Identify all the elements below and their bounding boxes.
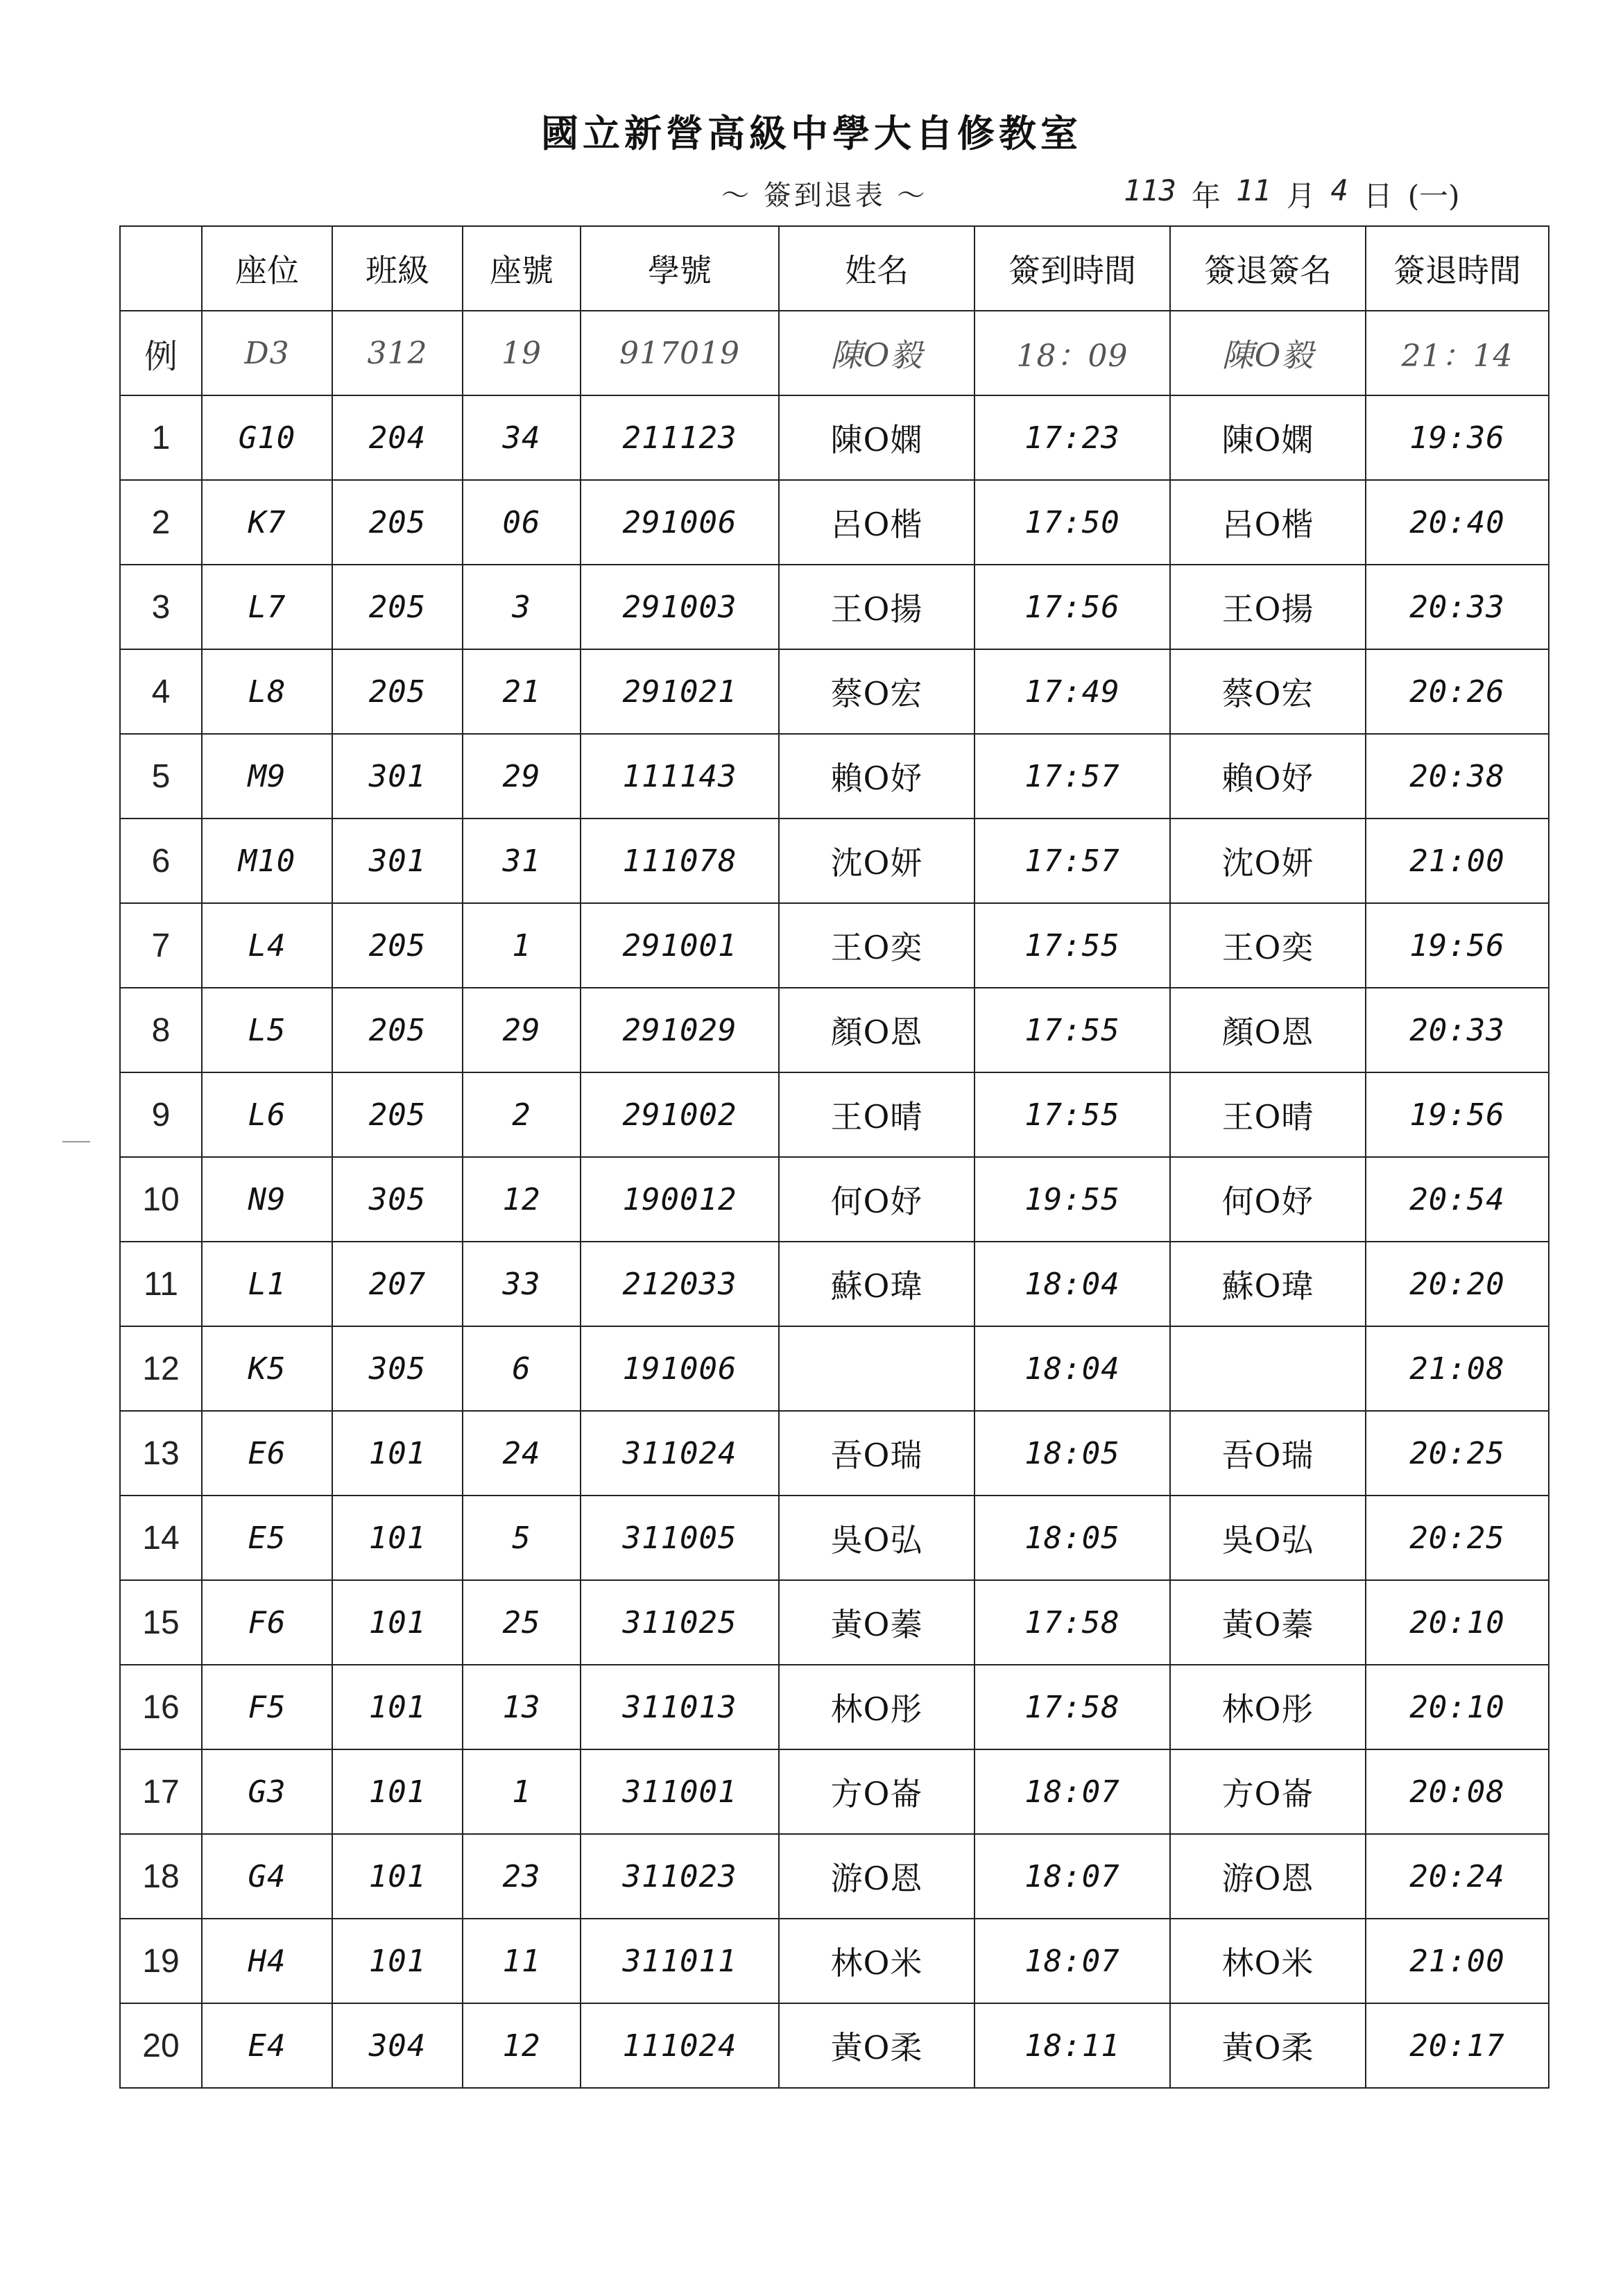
cell-seat: K5 bbox=[202, 1326, 332, 1411]
cell-name: 沈O妍 bbox=[779, 819, 974, 903]
cell-sign-in-time: 17:57 bbox=[974, 734, 1170, 819]
cell-name: 王O揚 bbox=[779, 565, 974, 649]
cell-index: 8 bbox=[120, 988, 202, 1072]
cell-sign-out-time: 19:56 bbox=[1366, 1072, 1549, 1157]
example-row bbox=[120, 311, 1549, 395]
cell-student-id: 291003 bbox=[581, 565, 779, 649]
cell-seat-no: 29 bbox=[463, 988, 581, 1072]
cell-name: 王O晴 bbox=[779, 1072, 974, 1157]
col-sign-in-time: 簽到時間 bbox=[974, 226, 1170, 311]
cell-class: 205 bbox=[332, 988, 463, 1072]
cell-name: 游O恩 bbox=[779, 1834, 974, 1919]
cell-sign-out-time: 20:33 bbox=[1366, 565, 1549, 649]
cell-seat: G4 bbox=[202, 1834, 332, 1919]
cell-seat: D3 bbox=[202, 311, 332, 395]
cell-name: 呂O楷 bbox=[779, 480, 974, 565]
cell-index: 1 bbox=[120, 395, 202, 480]
cell-student-id: 111143 bbox=[581, 734, 779, 819]
cell-seat-no: 12 bbox=[463, 2003, 581, 2088]
example-label: 例 bbox=[120, 311, 202, 395]
cell-student-id: 311001 bbox=[581, 1749, 779, 1834]
cell-index: 15 bbox=[120, 1580, 202, 1665]
cell-class: 304 bbox=[332, 2003, 463, 2088]
date-day: 4 bbox=[1330, 173, 1348, 207]
cell-seat-no: 24 bbox=[463, 1411, 581, 1496]
cell-sign-in-time: 18:07 bbox=[974, 1749, 1170, 1834]
cell-seat: L5 bbox=[202, 988, 332, 1072]
cell-index: 6 bbox=[120, 819, 202, 903]
cell-sign-out-name: 林O彤 bbox=[1170, 1665, 1366, 1749]
cell-sign-in-time: 17:55 bbox=[974, 903, 1170, 988]
col-index bbox=[120, 226, 202, 311]
cell-sign-out-time: 20:10 bbox=[1366, 1665, 1549, 1749]
cell-student-id: 211123 bbox=[581, 395, 779, 480]
sign-in-table bbox=[119, 225, 1549, 2089]
cell-name: 蔡O宏 bbox=[779, 649, 974, 734]
cell-student-id: 311025 bbox=[581, 1580, 779, 1665]
cell-seat: G10 bbox=[202, 395, 332, 480]
cell-sign-out-name: 陳O嫻 bbox=[1170, 395, 1366, 480]
cell-index: 17 bbox=[120, 1749, 202, 1834]
cell-class: 205 bbox=[332, 480, 463, 565]
cell-student-id: 291001 bbox=[581, 903, 779, 988]
cell-index: 7 bbox=[120, 903, 202, 988]
cell-index: 3 bbox=[120, 565, 202, 649]
cell-student-id: 291006 bbox=[581, 480, 779, 565]
cell-sign-out-time: 21:00 bbox=[1366, 1919, 1549, 2003]
cell-seat-no: 5 bbox=[463, 1496, 581, 1580]
table-row bbox=[120, 1749, 1549, 1834]
cell-sign-out-time: 21:00 bbox=[1366, 819, 1549, 903]
col-class: 班級 bbox=[332, 226, 463, 311]
form-date bbox=[1124, 173, 1460, 215]
cell-sign-in-time: 18:11 bbox=[974, 2003, 1170, 2088]
cell-name: 林O米 bbox=[779, 1919, 974, 2003]
cell-class: 101 bbox=[332, 1749, 463, 1834]
cell-name: 黃O柔 bbox=[779, 2003, 974, 2088]
cell-sign-out-name: 黃O蓁 bbox=[1170, 1580, 1366, 1665]
table-row bbox=[120, 1157, 1549, 1242]
cell-class: 305 bbox=[332, 1326, 463, 1411]
table-row bbox=[120, 1580, 1549, 1665]
table-row bbox=[120, 988, 1549, 1072]
table-row bbox=[120, 1834, 1549, 1919]
cell-name: 陳O嫻 bbox=[779, 395, 974, 480]
cell-index: 4 bbox=[120, 649, 202, 734]
cell-sign-out-time: 20:25 bbox=[1366, 1411, 1549, 1496]
cell-seat-no: 33 bbox=[463, 1242, 581, 1326]
cell-name: 吾O瑞 bbox=[779, 1411, 974, 1496]
cell-sign-out-name: 王O奕 bbox=[1170, 903, 1366, 988]
cell-sign-out-name: 吳O弘 bbox=[1170, 1496, 1366, 1580]
cell-sign-out-name: 林O米 bbox=[1170, 1919, 1366, 2003]
cell-seat-no: 23 bbox=[463, 1834, 581, 1919]
cell-index: 16 bbox=[120, 1665, 202, 1749]
cell-seat: L6 bbox=[202, 1072, 332, 1157]
cell-sign-out-name: 蔡O宏 bbox=[1170, 649, 1366, 734]
cell-student-id: 291021 bbox=[581, 649, 779, 734]
cell-name: 黃O蓁 bbox=[779, 1580, 974, 1665]
col-sign-out-time: 簽退時間 bbox=[1366, 226, 1549, 311]
cell-seat: E4 bbox=[202, 2003, 332, 2088]
cell-name: 何O妤 bbox=[779, 1157, 974, 1242]
cell-seat-no: 1 bbox=[463, 1749, 581, 1834]
cell-sign-out-time: 20:38 bbox=[1366, 734, 1549, 819]
cell-student-id: 111078 bbox=[581, 819, 779, 903]
table-row bbox=[120, 1411, 1549, 1496]
cell-sign-in-time: 17:49 bbox=[974, 649, 1170, 734]
table-row bbox=[120, 1496, 1549, 1580]
cell-sign-in-time: 17:55 bbox=[974, 1072, 1170, 1157]
cell-name: 方O崙 bbox=[779, 1749, 974, 1834]
cell-class: 301 bbox=[332, 734, 463, 819]
cell-sign-out-name: 黃O柔 bbox=[1170, 2003, 1366, 2088]
cell-seat-no: 13 bbox=[463, 1665, 581, 1749]
cell-seat-no: 11 bbox=[463, 1919, 581, 2003]
cell-student-id: 190012 bbox=[581, 1157, 779, 1242]
cell-class: 205 bbox=[332, 903, 463, 988]
cell-sign-in-time: 17:58 bbox=[974, 1580, 1170, 1665]
cell-class: 101 bbox=[332, 1580, 463, 1665]
table-row bbox=[120, 395, 1549, 480]
date-year-unit: 年 bbox=[1191, 179, 1221, 213]
cell-student-id: 917019 bbox=[581, 311, 779, 395]
col-seat-no: 座號 bbox=[463, 226, 581, 311]
cell-student-id: 291002 bbox=[581, 1072, 779, 1157]
cell-index: 14 bbox=[120, 1496, 202, 1580]
cell-class: 101 bbox=[332, 1665, 463, 1749]
cell-seat-no: 31 bbox=[463, 819, 581, 903]
cell-sign-out-name: 蘇O瑋 bbox=[1170, 1242, 1366, 1326]
cell-class: 205 bbox=[332, 565, 463, 649]
cell-seat: K7 bbox=[202, 480, 332, 565]
cell-index: 13 bbox=[120, 1411, 202, 1496]
cell-sign-out-name: 呂O楷 bbox=[1170, 480, 1366, 565]
cell-name: 陳O毅 bbox=[779, 311, 974, 395]
cell-index: 5 bbox=[120, 734, 202, 819]
cell-sign-out-name: 陳O毅 bbox=[1170, 311, 1366, 395]
cell-sign-out-time: 20:17 bbox=[1366, 2003, 1549, 2088]
cell-sign-out-name: 游O恩 bbox=[1170, 1834, 1366, 1919]
cell-sign-out-time: 20:33 bbox=[1366, 988, 1549, 1072]
cell-sign-in-time: 17:56 bbox=[974, 565, 1170, 649]
cell-sign-in-time: 18:07 bbox=[974, 1919, 1170, 2003]
table-row bbox=[120, 1326, 1549, 1411]
cell-sign-in-time: 17:55 bbox=[974, 988, 1170, 1072]
cell-sign-out-name: 吾O瑞 bbox=[1170, 1411, 1366, 1496]
cell-student-id: 311023 bbox=[581, 1834, 779, 1919]
table-row bbox=[120, 734, 1549, 819]
cell-seat: F6 bbox=[202, 1580, 332, 1665]
cell-student-id: 311011 bbox=[581, 1919, 779, 2003]
cell-index: 2 bbox=[120, 480, 202, 565]
cell-seat-no: 34 bbox=[463, 395, 581, 480]
cell-seat: M9 bbox=[202, 734, 332, 819]
cell-seat-no: 2 bbox=[463, 1072, 581, 1157]
cell-sign-in-time: 17:58 bbox=[974, 1665, 1170, 1749]
cell-seat: L7 bbox=[202, 565, 332, 649]
cell-sign-out-time: 20:10 bbox=[1366, 1580, 1549, 1665]
cell-seat-no: 19 bbox=[463, 311, 581, 395]
cell-student-id: 212033 bbox=[581, 1242, 779, 1326]
date-day-unit: 日 bbox=[1363, 179, 1393, 213]
table-row bbox=[120, 1242, 1549, 1326]
cell-seat: M10 bbox=[202, 819, 332, 903]
cell-index: 20 bbox=[120, 2003, 202, 2088]
cell-sign-in-time: 18:07 bbox=[974, 1834, 1170, 1919]
header-row bbox=[120, 226, 1549, 311]
cell-seat: E6 bbox=[202, 1411, 332, 1496]
cell-seat: H4 bbox=[202, 1919, 332, 2003]
col-sign-out-name: 簽退簽名 bbox=[1170, 226, 1366, 311]
cell-name: 吳O弘 bbox=[779, 1496, 974, 1580]
table-row bbox=[120, 1072, 1549, 1157]
cell-sign-in-time: 17:50 bbox=[974, 480, 1170, 565]
cell-student-id: 311005 bbox=[581, 1496, 779, 1580]
cell-seat: G3 bbox=[202, 1749, 332, 1834]
cell-class: 305 bbox=[332, 1157, 463, 1242]
cell-sign-in-time: 18：09 bbox=[974, 311, 1170, 395]
cell-seat-no: 6 bbox=[463, 1326, 581, 1411]
cell-sign-out-time: 20:25 bbox=[1366, 1496, 1549, 1580]
cell-sign-in-time: 18:04 bbox=[974, 1242, 1170, 1326]
table-row bbox=[120, 480, 1549, 565]
cell-name: 王O奕 bbox=[779, 903, 974, 988]
cell-index: 12 bbox=[120, 1326, 202, 1411]
cell-student-id: 111024 bbox=[581, 2003, 779, 2088]
cell-student-id: 191006 bbox=[581, 1326, 779, 1411]
cell-seat-no: 1 bbox=[463, 903, 581, 988]
cell-class: 312 bbox=[332, 311, 463, 395]
margin-mark bbox=[62, 1141, 90, 1142]
cell-class: 101 bbox=[332, 1834, 463, 1919]
cell-index: 11 bbox=[120, 1242, 202, 1326]
cell-index: 19 bbox=[120, 1919, 202, 2003]
cell-student-id: 291029 bbox=[581, 988, 779, 1072]
cell-name: 顏O恩 bbox=[779, 988, 974, 1072]
cell-seat: N9 bbox=[202, 1157, 332, 1242]
cell-seat-no: 3 bbox=[463, 565, 581, 649]
cell-seat: F5 bbox=[202, 1665, 332, 1749]
cell-sign-out-time: 21:08 bbox=[1366, 1326, 1549, 1411]
cell-sign-out-name: 沈O妍 bbox=[1170, 819, 1366, 903]
cell-name: 林O彤 bbox=[779, 1665, 974, 1749]
cell-seat: E5 bbox=[202, 1496, 332, 1580]
cell-sign-out-time: 20:54 bbox=[1366, 1157, 1549, 1242]
cell-name: 蘇O瑋 bbox=[779, 1242, 974, 1326]
cell-sign-in-time: 17:23 bbox=[974, 395, 1170, 480]
cell-seat: L4 bbox=[202, 903, 332, 988]
cell-sign-out-name: 賴O妤 bbox=[1170, 734, 1366, 819]
cell-sign-out-name bbox=[1170, 1326, 1366, 1411]
cell-name bbox=[779, 1326, 974, 1411]
cell-index: 18 bbox=[120, 1834, 202, 1919]
cell-seat-no: 29 bbox=[463, 734, 581, 819]
cell-sign-out-time: 19:36 bbox=[1366, 395, 1549, 480]
cell-sign-in-time: 18:05 bbox=[974, 1411, 1170, 1496]
cell-sign-out-time: 20:08 bbox=[1366, 1749, 1549, 1834]
cell-seat-no: 25 bbox=[463, 1580, 581, 1665]
cell-seat: L1 bbox=[202, 1242, 332, 1326]
cell-name: 賴O妤 bbox=[779, 734, 974, 819]
cell-class: 301 bbox=[332, 819, 463, 903]
cell-sign-out-name: 顏O恩 bbox=[1170, 988, 1366, 1072]
cell-sign-out-time: 20:24 bbox=[1366, 1834, 1549, 1919]
cell-seat: L8 bbox=[202, 649, 332, 734]
cell-sign-out-name: 方O崙 bbox=[1170, 1749, 1366, 1834]
cell-index: 10 bbox=[120, 1157, 202, 1242]
cell-class: 205 bbox=[332, 1072, 463, 1157]
cell-student-id: 311013 bbox=[581, 1665, 779, 1749]
cell-sign-in-time: 18:04 bbox=[974, 1326, 1170, 1411]
date-month: 11 bbox=[1235, 173, 1271, 207]
cell-seat-no: 21 bbox=[463, 649, 581, 734]
cell-index: 9 bbox=[120, 1072, 202, 1157]
cell-sign-out-name: 何O妤 bbox=[1170, 1157, 1366, 1242]
date-weekday: (一) bbox=[1407, 179, 1460, 213]
date-year: 113 bbox=[1124, 173, 1176, 207]
table-row bbox=[120, 565, 1549, 649]
cell-sign-in-time: 18:05 bbox=[974, 1496, 1170, 1580]
col-student-id: 學號 bbox=[581, 226, 779, 311]
table-row bbox=[120, 819, 1549, 903]
table-row bbox=[120, 2003, 1549, 2088]
cell-sign-out-time: 20:40 bbox=[1366, 480, 1549, 565]
table-row bbox=[120, 903, 1549, 988]
cell-sign-in-time: 19:55 bbox=[974, 1157, 1170, 1242]
cell-student-id: 311024 bbox=[581, 1411, 779, 1496]
cell-sign-out-time: 19:56 bbox=[1366, 903, 1549, 988]
form-subtitle: ～ 簽到退表 ～ bbox=[721, 180, 928, 212]
col-seat: 座位 bbox=[202, 226, 332, 311]
table-row bbox=[120, 1919, 1549, 2003]
cell-class: 101 bbox=[332, 1411, 463, 1496]
cell-seat-no: 06 bbox=[463, 480, 581, 565]
page-title: 國立新營高級中學大自修教室 bbox=[541, 111, 1082, 155]
date-month-unit: 月 bbox=[1286, 179, 1316, 213]
cell-class: 207 bbox=[332, 1242, 463, 1326]
table-row bbox=[120, 649, 1549, 734]
cell-class: 205 bbox=[332, 649, 463, 734]
cell-sign-out-time: 21：14 bbox=[1366, 311, 1549, 395]
cell-class: 101 bbox=[332, 1919, 463, 2003]
cell-sign-out-time: 20:26 bbox=[1366, 649, 1549, 734]
cell-sign-out-name: 王O晴 bbox=[1170, 1072, 1366, 1157]
cell-sign-in-time: 17:57 bbox=[974, 819, 1170, 903]
cell-seat-no: 12 bbox=[463, 1157, 581, 1242]
cell-class: 101 bbox=[332, 1496, 463, 1580]
table-row bbox=[120, 1665, 1549, 1749]
cell-sign-out-name: 王O揚 bbox=[1170, 565, 1366, 649]
cell-class: 204 bbox=[332, 395, 463, 480]
col-name: 姓名 bbox=[779, 226, 974, 311]
cell-sign-out-time: 20:20 bbox=[1366, 1242, 1549, 1326]
